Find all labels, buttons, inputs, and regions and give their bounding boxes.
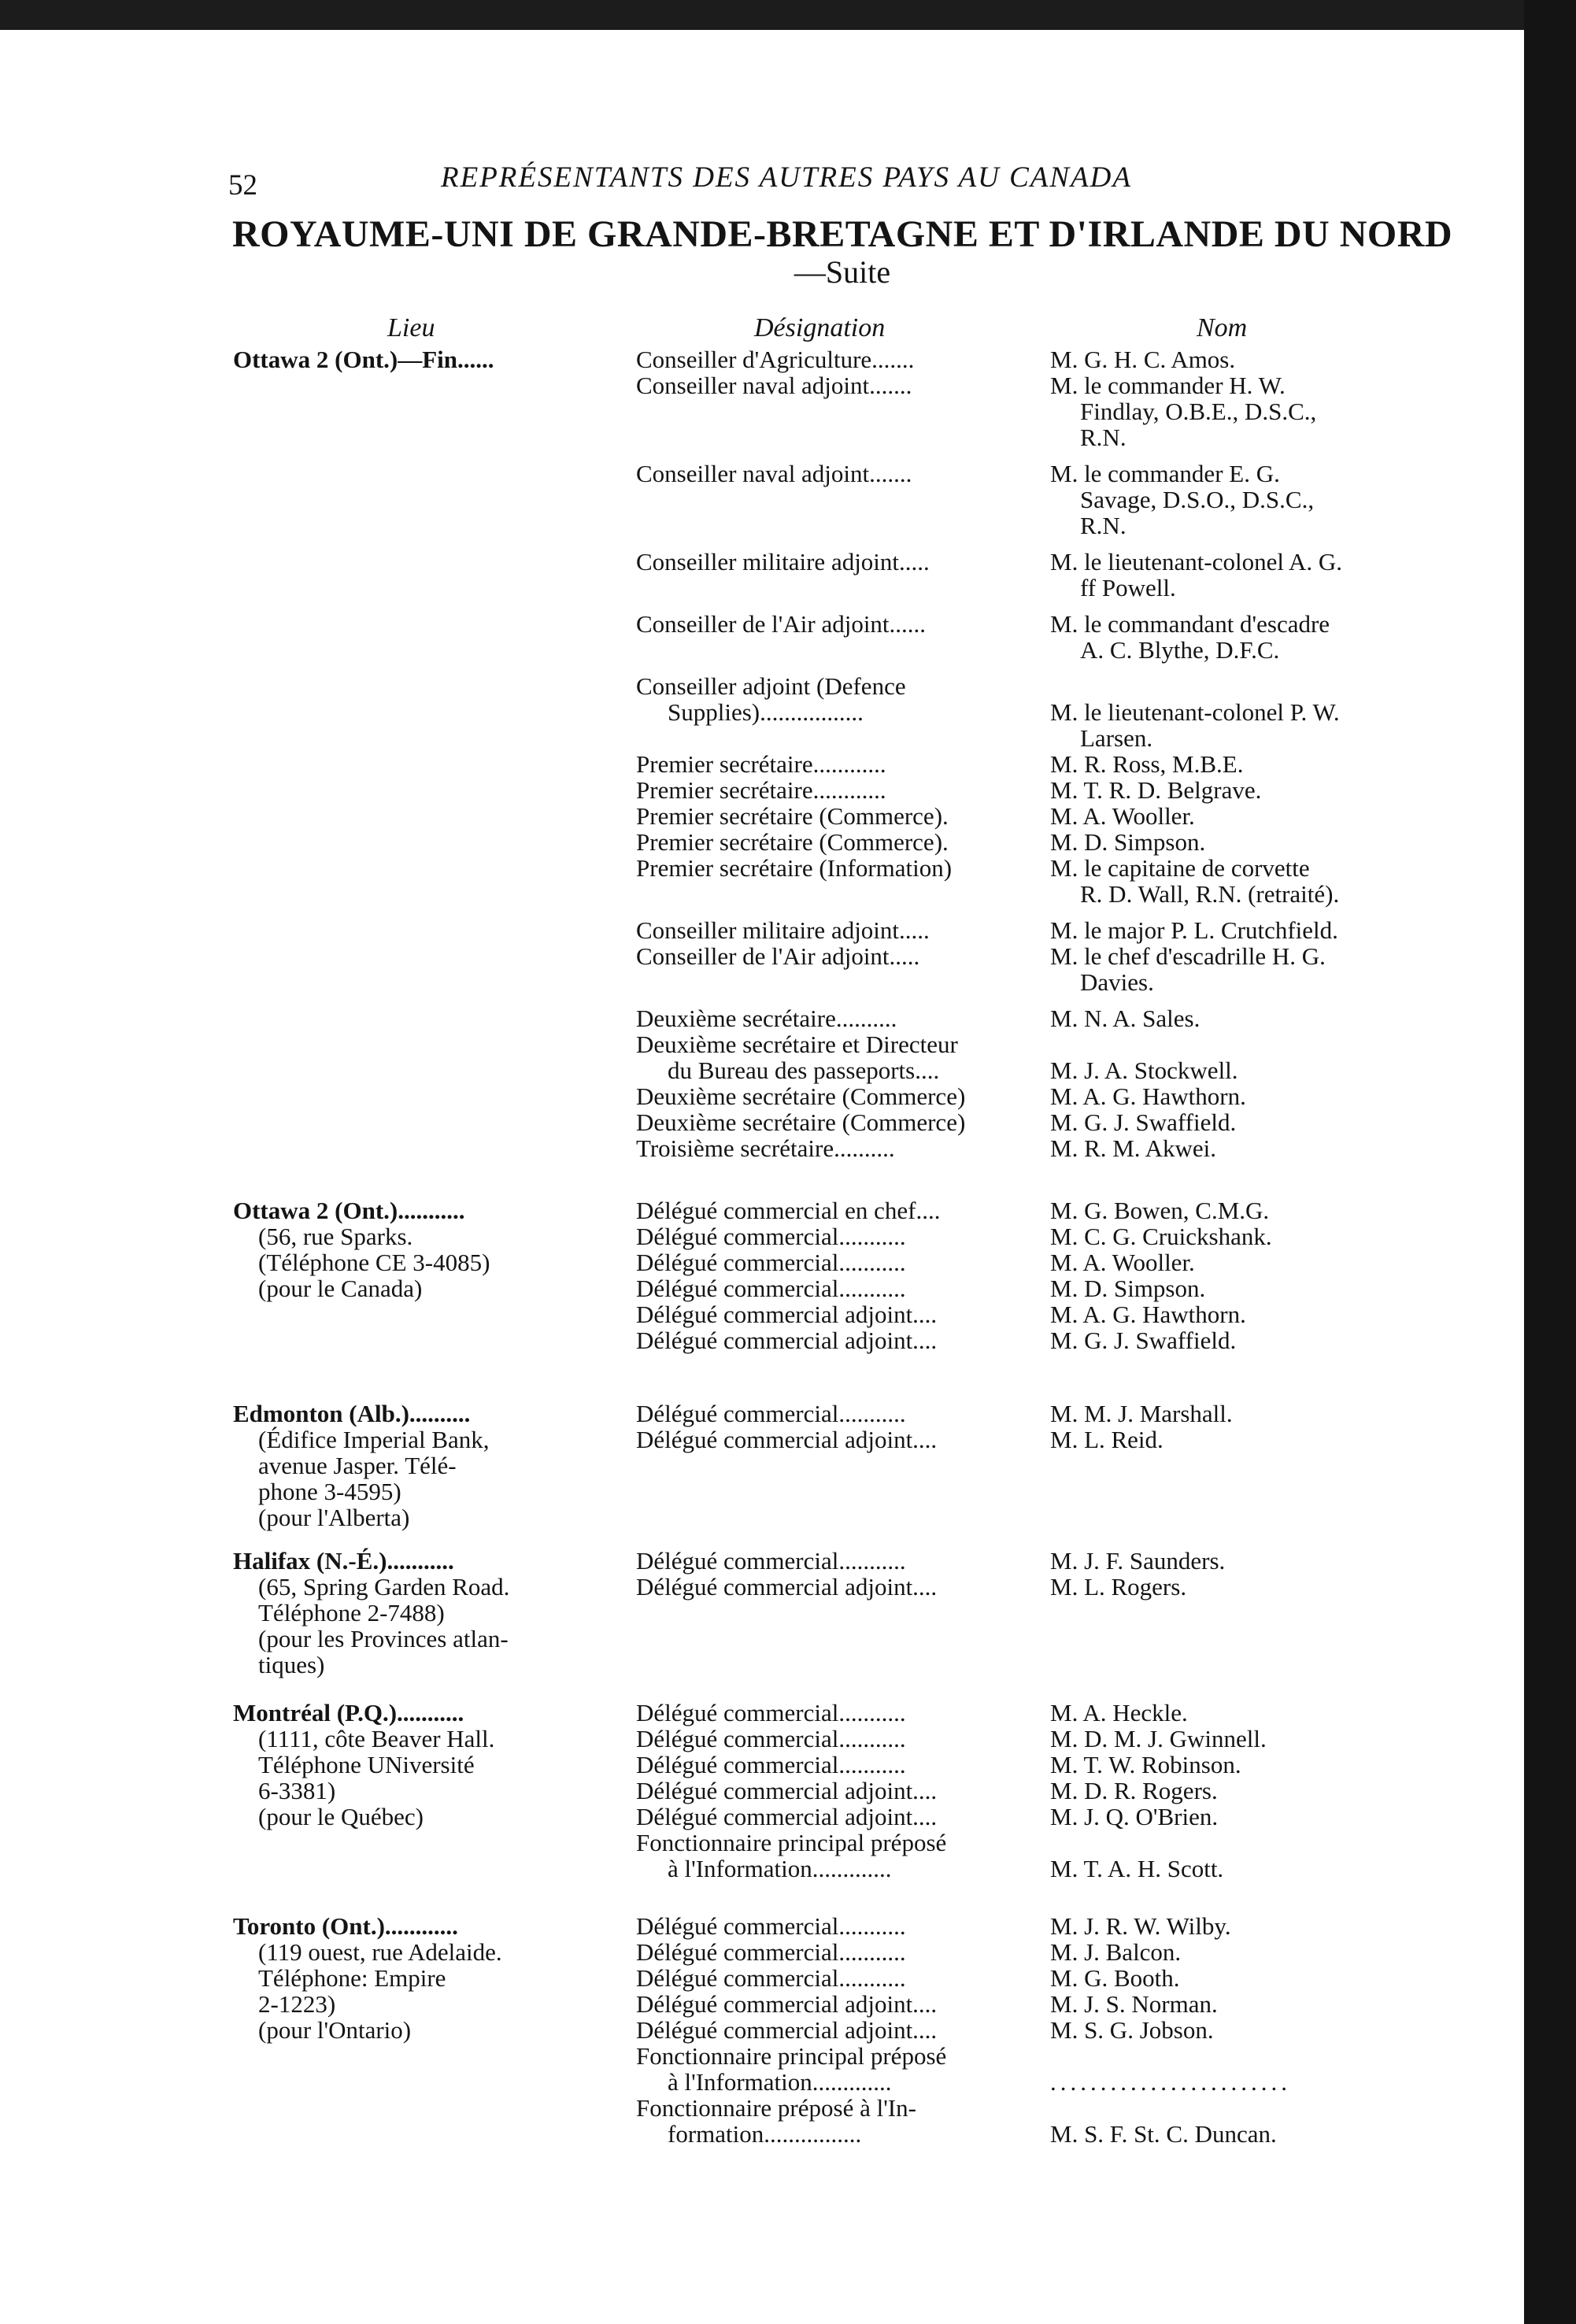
- designation-text: Supplies).................: [668, 698, 864, 726]
- nom-text: R.N.: [1080, 424, 1127, 451]
- table-row: [636, 346, 1445, 372]
- table-row: [636, 1109, 1445, 1135]
- nom-cell: [1050, 2017, 1445, 2043]
- lieu-address-line: Téléphone UNiversité: [258, 1751, 475, 1778]
- running-title: REPRÉSENTANTS DES AUTRES PAYS AU CANADA: [441, 161, 1132, 194]
- designation-text: Deuxième secrétaire (Commerce): [636, 1108, 966, 1136]
- designation-cell: [636, 1083, 1050, 1109]
- designation-cell: [636, 943, 1050, 969]
- table-row: [636, 1301, 1445, 1327]
- designation-text: Conseiller de l'Air adjoint.....: [636, 942, 920, 970]
- nom-cell: [1050, 611, 1445, 663]
- nom-cell: [1050, 1197, 1445, 1223]
- entries-list: [636, 1913, 1445, 2147]
- lieu-name: Ottawa 2 (Ont.)...........: [233, 1197, 465, 1224]
- nom-cell: [1050, 372, 1445, 450]
- nom-text: M. J. Q. O'Brien.: [1050, 1803, 1219, 1830]
- lieu-address-line: (pour le Québec): [258, 1803, 424, 1830]
- nom-cell: [1050, 1427, 1445, 1452]
- designation-cell: [636, 2017, 1050, 2043]
- directory-section: [233, 1700, 1445, 1882]
- table-row: [636, 2095, 1445, 2147]
- nom-text: M. S. F. St. C. Duncan.: [1050, 2120, 1277, 2148]
- designation-cell: [636, 1401, 1050, 1427]
- nom-cell: [1050, 461, 1445, 538]
- designation-text: formation................: [668, 2120, 862, 2148]
- designation-text: Fonctionnaire principal préposé: [636, 1829, 947, 1856]
- designation-text: Délégué commercial en chef....: [636, 1197, 941, 1224]
- nom-text: M. le lieutenant-colonel P. W.: [1050, 698, 1340, 726]
- nom-text: M. le commander E. G.: [1050, 460, 1280, 487]
- designation-text: Conseiller militaire adjoint.....: [636, 548, 930, 575]
- designation-text: Délégué commercial...........: [636, 1912, 906, 1940]
- designation-text: Délégué commercial...........: [636, 1938, 906, 1966]
- designation-text: Premier secrétaire............: [636, 750, 886, 778]
- table-row: [636, 1197, 1445, 1223]
- designation-cell: [636, 1965, 1050, 1991]
- designation-cell: [636, 1726, 1050, 1752]
- designation-text: Deuxième secrétaire et Directeur: [636, 1031, 958, 1058]
- designation-text: à l'Information.............: [668, 2068, 892, 2096]
- directory-section: [233, 1197, 1445, 1353]
- nom-text: M. J. Balcon.: [1050, 1938, 1182, 1966]
- nom-cell: [1050, 855, 1445, 907]
- table-row: [636, 1275, 1445, 1301]
- table-row: [636, 1830, 1445, 1882]
- entries-list: [636, 1548, 1445, 1600]
- designation-cell: [636, 1275, 1050, 1301]
- table-row: [636, 1804, 1445, 1830]
- lieu-cell: [233, 1197, 636, 1301]
- designation-cell: [636, 1301, 1050, 1327]
- lieu-name: Montréal (P.Q.)...........: [233, 1699, 464, 1726]
- nom-text: M. le chef d'escadrille H. G.: [1050, 942, 1326, 970]
- nom-text: M. G. J. Swaffield.: [1050, 1327, 1237, 1354]
- nom-cell: [1050, 1830, 1445, 1882]
- scan-border-top: [0, 0, 1576, 30]
- table-row: [636, 2017, 1445, 2043]
- designation-cell: [636, 1830, 1050, 1882]
- table-row: [636, 751, 1445, 777]
- nom-cell: [1050, 549, 1445, 601]
- designation-cell: [636, 1913, 1050, 1939]
- nom-cell: [1050, 1548, 1445, 1574]
- table-row: [636, 1031, 1445, 1083]
- lieu-cell: [233, 1913, 636, 2043]
- designation-text: Délégué commercial adjoint....: [636, 1327, 938, 1354]
- nom-cell: [1050, 1401, 1445, 1427]
- table-row: [636, 1752, 1445, 1778]
- lieu-address-line: (pour l'Ontario): [258, 2016, 412, 2044]
- designation-text: Premier secrétaire (Commerce).: [636, 802, 949, 830]
- lieu-name: Ottawa 2 (Ont.)—Fin......: [233, 346, 494, 373]
- nom-text: M. D. R. Rogers.: [1050, 1777, 1218, 1804]
- nom-text: M. D. M. J. Gwinnell.: [1050, 1725, 1267, 1752]
- table-row: [636, 1726, 1445, 1752]
- entries-list: [636, 1700, 1445, 1882]
- designation-cell: [636, 673, 1050, 725]
- designation-cell: [636, 1135, 1050, 1161]
- nom-text: ff Powell.: [1080, 574, 1176, 601]
- nom-cell: [1050, 1778, 1445, 1804]
- nom-text: R. D. Wall, R.N. (retraité).: [1080, 880, 1340, 908]
- designation-cell: [636, 1197, 1050, 1223]
- nom-text: M. A. Wooller.: [1050, 1249, 1195, 1276]
- designation-text: Délégué commercial...........: [636, 1725, 906, 1752]
- designation-cell: [636, 1223, 1050, 1249]
- designation-text: du Bureau des passeports....: [668, 1057, 940, 1084]
- designation-text: Conseiller militaire adjoint.....: [636, 916, 930, 944]
- designation-text: Premier secrétaire (Commerce).: [636, 828, 949, 856]
- nom-text: Larsen.: [1080, 724, 1153, 752]
- nom-cell: [1050, 1965, 1445, 1991]
- nom-text: M. J. F. Saunders.: [1050, 1547, 1226, 1575]
- page-subtitle: —Suite: [794, 254, 891, 290]
- table-row: [636, 777, 1445, 803]
- nom-text: M. T. R. D. Belgrave.: [1050, 776, 1262, 804]
- designation-cell: [636, 2043, 1050, 2095]
- column-header-designation: Désignation: [754, 313, 886, 342]
- designation-text: à l'Information.............: [668, 1855, 892, 1882]
- designation-text: Délégué commercial...........: [636, 1751, 906, 1778]
- designation-text: Deuxième secrétaire..........: [636, 1005, 897, 1032]
- entries-list: [636, 346, 1445, 1161]
- designation-cell: [636, 372, 1050, 398]
- nom-cell: [1050, 777, 1445, 803]
- designation-cell: [636, 1752, 1050, 1778]
- designation-text: Fonctionnaire principal préposé: [636, 2042, 947, 2070]
- designation-cell: [636, 1991, 1050, 2017]
- page-number: 52: [228, 169, 257, 202]
- nom-text: M. J. R. W. Wilby.: [1050, 1912, 1231, 1940]
- table-row: [636, 1778, 1445, 1804]
- directory-listing: [233, 346, 1445, 2147]
- nom-cell: [1050, 1939, 1445, 1965]
- page-header: [228, 157, 1448, 205]
- lieu-address-line: (1111, côte Beaver Hall.: [258, 1725, 495, 1752]
- directory-section: [233, 1401, 1445, 1530]
- nom-text: M. le commandant d'escadre: [1050, 610, 1330, 638]
- lieu-address-line: (pour le Canada): [258, 1275, 423, 1302]
- table-row: [636, 1574, 1445, 1600]
- designation-text: Délégué commercial...........: [636, 1964, 906, 1992]
- lieu-address-line: Téléphone: Empire: [258, 1964, 446, 1992]
- nom-cell: [1050, 1574, 1445, 1600]
- lieu-name: Edmonton (Alb.)..........: [233, 1400, 471, 1427]
- designation-cell: [636, 346, 1050, 372]
- designation-text: Conseiller adjoint (Defence: [636, 672, 906, 700]
- table-row: [636, 1700, 1445, 1726]
- table-row: [636, 1223, 1445, 1249]
- table-row: [636, 803, 1445, 829]
- column-header-lieu: Lieu: [387, 313, 435, 342]
- nom-cell: [1050, 1752, 1445, 1778]
- lieu-address-line: (pour l'Alberta): [258, 1504, 410, 1531]
- nom-cell: [1050, 1249, 1445, 1275]
- designation-cell: [636, 803, 1050, 829]
- designation-text: Conseiller naval adjoint.......: [636, 372, 912, 399]
- designation-cell: [636, 1548, 1050, 1574]
- nom-cell: [1050, 1700, 1445, 1726]
- entries-list: [636, 1401, 1445, 1452]
- nom-cell: [1050, 751, 1445, 777]
- table-row: [636, 1135, 1445, 1161]
- designation-text: Conseiller de l'Air adjoint......: [636, 610, 927, 638]
- nom-text: M. J. A. Stockwell.: [1050, 1057, 1238, 1084]
- designation-text: Premier secrétaire............: [636, 776, 886, 804]
- nom-text: M. D. Simpson.: [1050, 828, 1206, 856]
- nom-cell: [1050, 1005, 1445, 1031]
- table-row: [636, 1939, 1445, 1965]
- nom-text: R.N.: [1080, 512, 1127, 539]
- lieu-address-line: 6-3381): [258, 1777, 336, 1804]
- designation-text: Fonctionnaire préposé à l'In-: [636, 2094, 916, 2122]
- nom-text: [1050, 1031, 1445, 1057]
- designation-cell: [636, 917, 1050, 943]
- table-row: [636, 1913, 1445, 1939]
- designation-cell: [636, 1427, 1050, 1452]
- nom-cell: [1050, 1275, 1445, 1301]
- nom-text: M. le major P. L. Crutchfield.: [1050, 916, 1338, 944]
- nom-cell: [1050, 803, 1445, 829]
- nom-text: M. M. J. Marshall.: [1050, 1400, 1233, 1427]
- table-row: [636, 829, 1445, 855]
- designation-cell: [636, 1778, 1050, 1804]
- designation-text: Délégué commercial...........: [636, 1547, 906, 1575]
- designation-text: Délégué commercial...........: [636, 1249, 906, 1276]
- table-row: [636, 1083, 1445, 1109]
- nom-cell: [1050, 943, 1445, 995]
- nom-cell: [1050, 1913, 1445, 1939]
- designation-cell: [636, 751, 1050, 777]
- nom-text: Davies.: [1080, 968, 1154, 996]
- designation-cell: [636, 1574, 1050, 1600]
- nom-text: M. A. Wooller.: [1050, 802, 1195, 830]
- designation-cell: [636, 855, 1050, 881]
- nom-text: M. L. Rogers.: [1050, 1573, 1187, 1601]
- table-row: [636, 1965, 1445, 1991]
- nom-cell: [1050, 917, 1445, 943]
- lieu-address-line: Téléphone 2-7488): [258, 1599, 445, 1626]
- table-row: [636, 943, 1445, 995]
- designation-text: Délégué commercial adjoint....: [636, 1573, 938, 1601]
- nom-text: [1050, 673, 1445, 699]
- lieu-address-line: 2-1223): [258, 1990, 336, 2018]
- nom-text: M. G. J. Swaffield.: [1050, 1108, 1237, 1136]
- lieu-address-line: phone 3-4595): [258, 1478, 401, 1505]
- lieu-address-line: tiques): [258, 1651, 325, 1678]
- table-row: [636, 372, 1445, 450]
- nom-text: Findlay, O.B.E., D.S.C.,: [1080, 398, 1317, 425]
- designation-text: Délégué commercial...........: [636, 1699, 906, 1726]
- nom-cell: [1050, 1135, 1445, 1161]
- nom-text: A. C. Blythe, D.F.C.: [1080, 636, 1280, 664]
- table-row: [636, 549, 1445, 601]
- lieu-address-line: (Téléphone CE 3-4085): [258, 1249, 490, 1276]
- designation-cell: [636, 461, 1050, 487]
- designation-text: Conseiller naval adjoint.......: [636, 460, 912, 487]
- nom-text: M. T. A. H. Scott.: [1050, 1855, 1224, 1882]
- lieu-address-line: (Édifice Imperial Bank,: [258, 1426, 490, 1453]
- table-row: [636, 1991, 1445, 2017]
- nom-text: M. A. G. Hawthorn.: [1050, 1082, 1246, 1110]
- nom-cell: [1050, 1301, 1445, 1327]
- nom-cell: [1050, 2043, 1445, 2095]
- designation-text: Délégué commercial adjoint....: [636, 1803, 938, 1830]
- designation-cell: [636, 1109, 1050, 1135]
- table-row: [636, 1401, 1445, 1427]
- designation-cell: [636, 777, 1050, 803]
- designation-cell: [636, 611, 1050, 637]
- nom-text: M. G. Bowen, C.M.G.: [1050, 1197, 1270, 1224]
- entries-list: [636, 1197, 1445, 1353]
- nom-cell: [1050, 1991, 1445, 2017]
- page-title: ROYAUME-UNI DE GRANDE-BRETAGNE ET D'IRLANDE DU NORD: [231, 213, 1453, 255]
- designation-text: Délégué commercial adjoint....: [636, 1426, 938, 1453]
- lieu-name: Halifax (N.-É.)...........: [233, 1547, 454, 1575]
- nom-text: M. S. G. Jobson.: [1050, 2016, 1214, 2044]
- directory-section: [233, 346, 1445, 1161]
- lieu-address-line: (65, Spring Garden Road.: [258, 1573, 510, 1601]
- table-row: [636, 855, 1445, 907]
- nom-cell: [1050, 1223, 1445, 1249]
- designation-cell: [636, 829, 1050, 855]
- nom-text: Savage, D.S.O., D.S.C.,: [1080, 486, 1315, 513]
- designation-cell: [636, 549, 1050, 575]
- directory-section: [233, 1548, 1445, 1678]
- nom-text: M. A. G. Hawthorn.: [1050, 1301, 1246, 1328]
- designation-cell: [636, 2095, 1050, 2147]
- nom-text: M. G. H. C. Amos.: [1050, 346, 1236, 373]
- nom-cell: [1050, 1804, 1445, 1830]
- table-row: [636, 1548, 1445, 1574]
- table-row: [636, 673, 1445, 751]
- nom-cell: [1050, 1109, 1445, 1135]
- designation-text: Délégué commercial...........: [636, 1275, 906, 1302]
- nom-cell: [1050, 1327, 1445, 1353]
- lieu-address-line: (56, rue Sparks.: [258, 1223, 413, 1250]
- table-row: [636, 611, 1445, 663]
- designation-text: Troisième secrétaire..........: [636, 1134, 895, 1162]
- table-row: [636, 917, 1445, 943]
- nom-text: [1050, 2095, 1445, 2121]
- lieu-cell: [233, 1548, 636, 1678]
- designation-text: Délégué commercial...........: [636, 1223, 906, 1250]
- designation-cell: [636, 1249, 1050, 1275]
- designation-cell: [636, 1327, 1050, 1353]
- lieu-address-line: (pour les Provinces atlan-: [258, 1625, 509, 1652]
- nom-text: M. N. A. Sales.: [1050, 1005, 1200, 1032]
- nom-text: M. T. W. Robinson.: [1050, 1751, 1241, 1778]
- lieu-cell: [233, 346, 636, 372]
- nom-text: M. A. Heckle.: [1050, 1699, 1188, 1726]
- lieu-name: Toronto (Ont.)............: [233, 1912, 458, 1940]
- nom-text: M. G. Booth.: [1050, 1964, 1180, 1992]
- table-row: [636, 1327, 1445, 1353]
- nom-cell: [1050, 673, 1445, 751]
- designation-cell: [636, 1005, 1050, 1031]
- designation-text: Délégué commercial...........: [636, 1400, 906, 1427]
- nom-cell: [1050, 2095, 1445, 2147]
- designation-text: Délégué commercial adjoint....: [636, 1777, 938, 1804]
- lieu-address-line: avenue Jasper. Télé-: [258, 1452, 457, 1479]
- column-header-nom: Nom: [1197, 313, 1248, 342]
- nom-text: [1050, 2043, 1445, 2069]
- designation-text: Deuxième secrétaire (Commerce): [636, 1082, 966, 1110]
- nom-cell: [1050, 1083, 1445, 1109]
- table-row: [636, 1427, 1445, 1452]
- designation-text: Délégué commercial adjoint....: [636, 1301, 938, 1328]
- nom-cell: [1050, 829, 1445, 855]
- table-row: [636, 1005, 1445, 1031]
- nom-text: ........................: [1050, 2068, 1291, 2096]
- designation-cell: [636, 1031, 1050, 1083]
- nom-cell: [1050, 1726, 1445, 1752]
- designation-cell: [636, 1700, 1050, 1726]
- designation-text: Délégué commercial adjoint....: [636, 2016, 938, 2044]
- nom-text: M. D. Simpson.: [1050, 1275, 1206, 1302]
- table-row: [636, 1249, 1445, 1275]
- nom-text: M. R. M. Akwei.: [1050, 1134, 1216, 1162]
- scan-border-right: [1524, 0, 1576, 2324]
- nom-cell: [1050, 1031, 1445, 1083]
- nom-text: M. le capitaine de corvette: [1050, 854, 1310, 882]
- designation-text: Premier secrétaire (Information): [636, 854, 953, 882]
- designation-text: Conseiller d'Agriculture.......: [636, 346, 915, 373]
- designation-text: Délégué commercial adjoint....: [636, 1990, 938, 2018]
- designation-cell: [636, 1939, 1050, 1965]
- table-row: [636, 2043, 1445, 2095]
- designation-cell: [636, 1804, 1050, 1830]
- nom-text: M. L. Reid.: [1050, 1426, 1164, 1453]
- nom-text: M. J. S. Norman.: [1050, 1990, 1218, 2018]
- lieu-address-line: (119 ouest, rue Adelaide.: [258, 1938, 502, 1966]
- nom-text: M. C. G. Cruickshank.: [1050, 1223, 1272, 1250]
- nom-text: M. le commander H. W.: [1050, 372, 1286, 399]
- lieu-cell: [233, 1401, 636, 1530]
- nom-text: [1050, 1830, 1445, 1856]
- nom-text: M. R. Ross, M.B.E.: [1050, 750, 1244, 778]
- lieu-cell: [233, 1700, 636, 1830]
- table-row: [636, 461, 1445, 538]
- directory-section: [233, 1913, 1445, 2147]
- nom-text: M. le lieutenant-colonel A. G.: [1050, 548, 1343, 575]
- nom-cell: [1050, 346, 1445, 372]
